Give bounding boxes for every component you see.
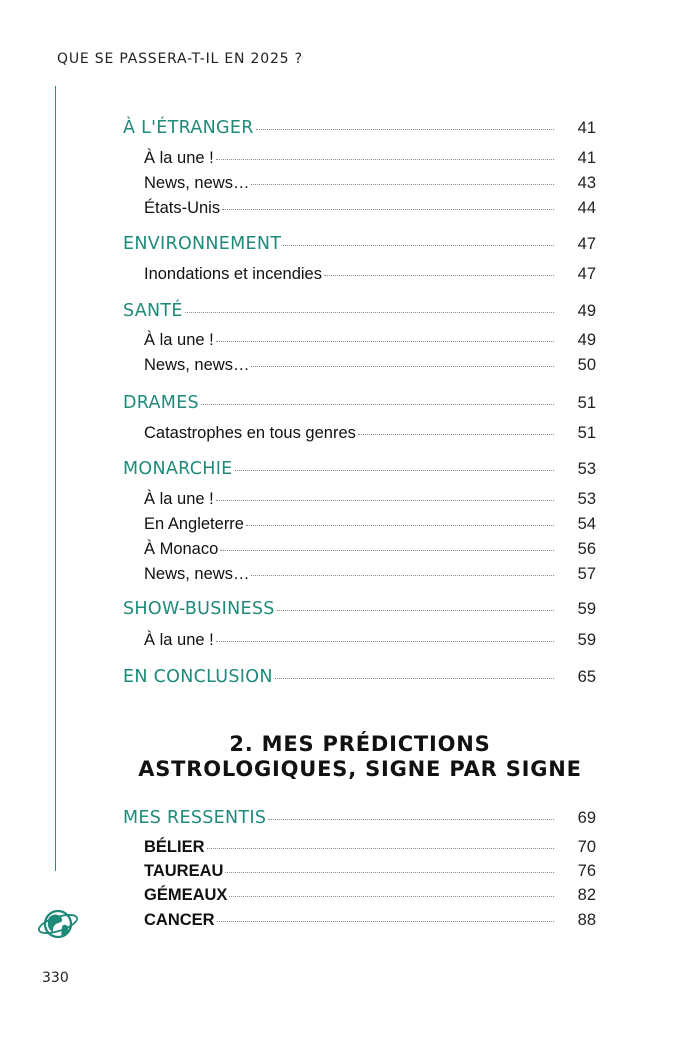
side-rule <box>55 86 56 871</box>
toc-sub-label: News, news… <box>144 565 250 583</box>
toc-sub-row[interactable] <box>123 515 596 534</box>
toc-sub-row[interactable] <box>123 331 596 350</box>
toc-page-number: 65 <box>577 668 596 686</box>
toc-page-number: 49 <box>577 302 596 320</box>
toc-page-number: 70 <box>577 838 596 856</box>
toc-page-number: 50 <box>577 356 596 374</box>
dot-leader <box>246 524 554 526</box>
toc-sub-row[interactable] <box>123 265 596 284</box>
toc-sub-row[interactable] <box>123 540 596 559</box>
toc-sub-label: CANCER <box>144 911 215 929</box>
toc-page-number: 53 <box>577 460 596 478</box>
toc-sub-label: À la une ! <box>144 490 214 508</box>
toc-page-number: 47 <box>577 235 596 253</box>
toc-sub-label: Inondations et incendies <box>144 265 322 283</box>
dot-leader <box>235 469 554 471</box>
toc-sub-row[interactable] <box>123 356 596 375</box>
toc-section-label: À L'ÉTRANGER <box>123 118 254 138</box>
globe-logo-icon <box>36 906 80 942</box>
dot-leader <box>201 403 554 405</box>
toc-section-row[interactable] <box>123 301 596 321</box>
dot-leader <box>251 574 554 576</box>
toc-page-number: 44 <box>577 199 596 217</box>
toc-sub-label: TAUREAU <box>144 862 224 880</box>
toc-page-number: 56 <box>577 540 596 558</box>
dot-leader <box>217 920 554 922</box>
running-head: QUE SE PASSERA-T-IL EN 2025 ? <box>57 51 303 67</box>
toc-page-number: 47 <box>577 265 596 283</box>
toc-sub-label: En Angleterre <box>144 515 244 533</box>
dot-leader <box>277 609 554 611</box>
toc-sub-label: Catastrophes en tous genres <box>144 424 356 442</box>
dot-leader <box>256 128 554 130</box>
toc-section-row[interactable] <box>123 234 596 254</box>
toc-section-row[interactable] <box>123 599 596 619</box>
toc-page-number: 82 <box>577 886 596 904</box>
page-number: 330 <box>42 970 69 986</box>
dot-leader <box>251 183 554 185</box>
toc-page-number: 59 <box>577 631 596 649</box>
toc-sub-label: À la une ! <box>144 331 214 349</box>
toc-sub-row[interactable] <box>123 911 596 930</box>
dot-leader <box>229 895 554 897</box>
toc-sub-label: News, news… <box>144 356 250 374</box>
toc-section-label: DRAMES <box>123 393 199 413</box>
toc-page-number: 69 <box>577 809 596 827</box>
dot-leader <box>220 549 554 551</box>
toc-section-row[interactable] <box>123 667 596 687</box>
toc-sub-label: À la une ! <box>144 149 214 167</box>
toc-page-number: 57 <box>577 565 596 583</box>
toc-section-label: MONARCHIE <box>123 459 233 479</box>
toc-page-number: 88 <box>577 911 596 929</box>
toc-sub-label: GÉMEAUX <box>144 886 228 904</box>
toc-page-number: 53 <box>577 490 596 508</box>
dot-leader <box>275 677 554 679</box>
dot-leader <box>251 365 554 367</box>
toc-section-label: SHOW-BUSINESS <box>123 599 275 619</box>
dot-leader <box>185 311 554 313</box>
dot-leader <box>207 847 554 849</box>
toc-sub-row[interactable] <box>123 886 596 905</box>
dot-leader <box>358 433 554 435</box>
part2-title-line2: ASTROLOGIQUES, SIGNE PAR SIGNE <box>138 757 582 781</box>
part2-title <box>60 732 660 782</box>
toc-page-number: 59 <box>577 600 596 618</box>
dot-leader <box>222 208 554 210</box>
dot-leader <box>216 340 554 342</box>
toc-sub-label: BÉLIER <box>144 838 205 856</box>
dot-leader <box>225 871 554 873</box>
dot-leader <box>268 818 554 820</box>
toc-section-row[interactable] <box>123 393 596 413</box>
toc-sub-label: À Monaco <box>144 540 219 558</box>
toc-sub-row[interactable] <box>123 424 596 443</box>
toc-sub-label: États-Unis <box>144 199 221 217</box>
toc-sub-row[interactable] <box>123 199 596 218</box>
toc-section-label: MES RESSENTIS <box>123 808 267 828</box>
toc-page-number: 51 <box>577 394 596 412</box>
toc-section-row[interactable] <box>123 118 596 138</box>
toc-sub-row[interactable] <box>123 149 596 168</box>
toc-page-number: 41 <box>577 149 596 167</box>
toc-page-number: 76 <box>577 862 596 880</box>
dot-leader <box>324 274 554 276</box>
toc-page-number: 54 <box>577 515 596 533</box>
toc-page-number: 51 <box>577 424 596 442</box>
toc-section-label: SANTÉ <box>123 301 183 321</box>
dot-leader <box>216 499 554 501</box>
dot-leader <box>216 640 554 642</box>
toc-sub-row[interactable] <box>123 490 596 509</box>
dot-leader <box>216 158 554 160</box>
toc-sub-row[interactable] <box>123 631 596 650</box>
toc-sub-row[interactable] <box>123 565 596 584</box>
toc-page-number: 49 <box>577 331 596 349</box>
toc-section-row[interactable] <box>123 808 596 828</box>
toc-page-number: 41 <box>577 119 596 137</box>
toc-section-label: EN CONCLUSION <box>123 667 273 687</box>
toc-page-number: 43 <box>577 174 596 192</box>
toc-sub-row[interactable] <box>123 838 596 857</box>
toc-section-row[interactable] <box>123 459 596 479</box>
toc-sub-label: À la une ! <box>144 631 214 649</box>
toc-sub-row[interactable] <box>123 174 596 193</box>
toc-sub-row[interactable] <box>123 862 596 881</box>
toc-section-label: ENVIRONNEMENT <box>123 234 282 254</box>
part2-title-line1: 2. MES PRÉDICTIONS <box>229 732 491 756</box>
toc-sub-label: News, news… <box>144 174 250 192</box>
dot-leader <box>283 244 554 246</box>
